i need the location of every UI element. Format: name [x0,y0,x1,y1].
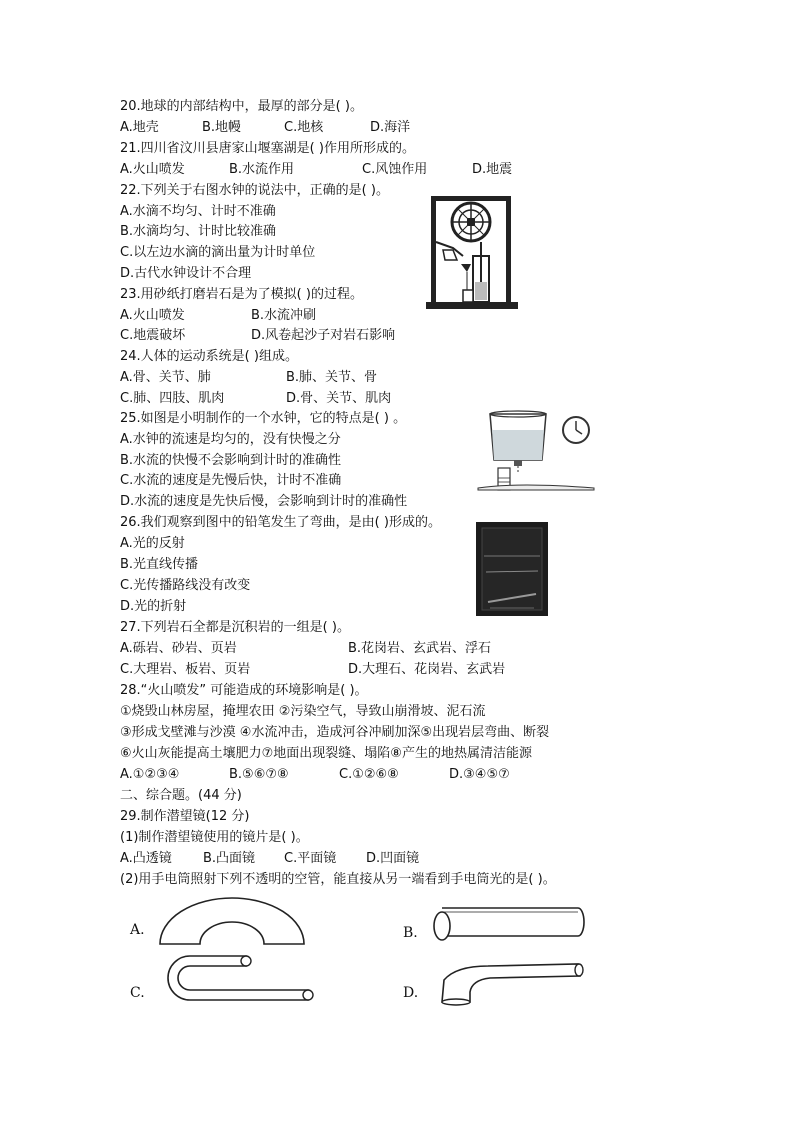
q20-stem: 20.地球的内部结构中，最厚的部分是( )。 [120,99,363,114]
q29-part1-option-a: A.凸透镜 [120,851,172,866]
q22-stem: 22.下列关于右图水钟的说法中，正确的是( )。 [120,183,389,198]
tube-c-u-shaped-figure [150,952,320,1008]
q25-stem: 25.如图是小明制作的一个水钟，它的特点是( ) 。 [120,411,407,426]
q24-option-d: D.骨、关节、肌肉 [286,391,392,406]
tube-label-d: D. [403,985,419,1001]
homemade-water-clock-figure [474,408,604,498]
q28-option-d: D.③④⑤⑦ [449,767,510,782]
q23-stem: 23.用砂纸打磨岩石是为了模拟( )的过程。 [120,287,363,302]
q27-option-d: D.大理石、花岗岩、玄武岩 [348,662,506,677]
q20-option-a: A.地壳 [120,120,159,135]
tube-label-b: B. [403,925,418,941]
q24-stem: 24.人体的运动系统是( )组成。 [120,349,298,364]
q21-stem: 21.四川省汶川县唐家山堰塞湖是( )作用所形成的。 [120,141,415,156]
q28-option-c: C.①②⑥⑧ [339,767,399,782]
q29-part1-option-c: C.平面镜 [284,851,337,866]
tube-label-a: A. [130,922,145,938]
q29-stem: 29.制作潜望镜(12 分) [120,809,250,824]
q21-option-a: A.火山喷发 [120,162,185,177]
q28-stem: 28.“火山喷发” 可能造成的环境影响是( )。 [120,683,368,698]
tube-d-bent-figure [428,958,593,1006]
q28-statement-line3: ⑥火山灰能提高土壤肥力⑦地面出现裂缝、塌陷⑧产生的地热属清洁能源 [120,746,532,761]
q29-part1: (1)制作潜望镜使用的镜片是( )。 [120,830,309,845]
q20-option-c: C.地核 [284,120,324,135]
bent-pencil-photo [476,522,548,616]
q22-option-d: D.古代水钟设计不合理 [120,266,252,281]
q22-option-a: A.水滴不均匀、计时不准确 [120,204,276,219]
tube-a-arch-figure [152,892,312,950]
q24-option-a: A.骨、关节、肺 [120,370,211,385]
q29-part2: (2)用手电筒照射下列不透明的空管，能直接从另一端看到手电筒光的是( )。 [120,872,556,887]
q23-option-d: D.风卷起沙子对岩石影响 [251,328,396,343]
q22-option-b: B.水滴均匀、计时比较准确 [120,224,277,239]
q24-option-b: B.肺、关节、骨 [286,370,378,385]
q26-option-a: A.光的反射 [120,536,185,551]
q28-option-a: A.①②③④ [120,767,180,782]
q25-option-a: A.水钟的流速是均匀的，没有快慢之分 [120,432,341,447]
q25-option-d: D.水流的速度是先快后慢，会影响到计时的准确性 [120,494,408,509]
q25-option-b: B.水流的快慢不会影响到计时的准确性 [120,453,342,468]
tube-label-c: C. [130,985,145,1001]
q27-option-c: C.大理岩、板岩、页岩 [120,662,251,677]
q23-option-c: C.地震破坏 [120,328,186,343]
q24-option-c: C.肺、四肢、肌肉 [120,391,225,406]
tube-b-straight-figure [428,902,588,946]
q26-option-c: C.光传播路线没有改变 [120,578,251,593]
q29-part1-option-b: B.凸面镜 [203,851,256,866]
q22-option-c: C.以左边水滴的滴出量为计时单位 [120,245,316,260]
q26-option-d: D.光的折射 [120,599,187,614]
q26-stem: 26.我们观察到图中的铅笔发生了弯曲，是由( )形成的。 [120,515,441,530]
q28-statement-line2: ③形成戈壁滩与沙漠 ④水流冲击，造成河谷冲刷加深⑤出现岩层弯曲、断裂 [120,725,550,740]
q25-option-c: C.水流的速度是先慢后快，计时不准确 [120,473,342,488]
q21-option-b: B.水流作用 [229,162,295,177]
q23-option-a: A.火山喷发 [120,308,185,323]
q27-option-a: A.砾岩、砂岩、页岩 [120,641,237,656]
water-clock-figure [423,190,523,312]
section-heading: 二、综合题。(44 分) [120,788,242,803]
q29-part1-option-d: D.凹面镜 [366,851,420,866]
q20-option-b: B.地幔 [202,120,242,135]
q27-stem: 27.下列岩石全都是沉积岩的一组是( )。 [120,620,350,635]
q28-option-b: B.⑤⑥⑦⑧ [229,767,289,782]
q21-option-c: C.风蚀作用 [362,162,428,177]
q20-option-d: D.海洋 [370,120,411,135]
q26-option-b: B.光直线传播 [120,557,199,572]
q28-statement-line1: ①烧毁山林房屋，掩埋农田 ②污染空气，导致山崩滑坡、泥石流 [120,704,486,719]
q23-option-b: B.水流冲刷 [251,308,317,323]
q27-option-b: B.花岗岩、玄武岩、浮石 [348,641,492,656]
q21-option-d: D.地震 [472,162,513,177]
